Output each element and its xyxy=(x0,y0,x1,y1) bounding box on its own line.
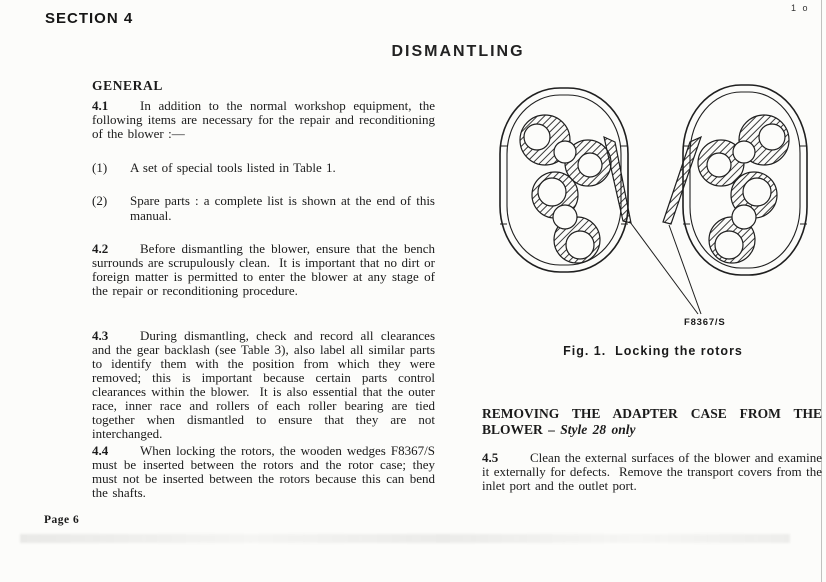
removing-adapter-heading xyxy=(482,406,822,438)
scan-bottom-artifact xyxy=(20,534,790,543)
paragraph-4-3 xyxy=(92,329,435,441)
paragraph-4-1 xyxy=(92,99,435,141)
paragraph-4-4 xyxy=(92,444,435,500)
page-title: DISMANTLING xyxy=(391,43,525,60)
list-marker: (1) xyxy=(92,160,108,175)
section-label: SECTION 4 xyxy=(45,10,134,27)
paragraph-number: 4.4 xyxy=(92,443,109,458)
paragraph-number: 4.2 xyxy=(92,241,109,256)
paragraph-text: When locking the rotors, the wooden wedges F8367/S must be inserted between the rotors and the rotor case; they must not be inserted between the rotors because this can bend the shafts. xyxy=(92,443,435,500)
heading-main-text: REMOVING THE ADAPTER CASE FROM THE BLOWER – xyxy=(482,406,822,437)
leader-line-right xyxy=(669,225,701,314)
figure-part-label: F8367/S xyxy=(684,317,726,328)
paragraph-number: 4.1 xyxy=(92,98,109,113)
figure-caption: Fig. 1. Locking the rotors xyxy=(563,344,743,358)
list-item-1 xyxy=(92,161,435,176)
wooden-wedge-right xyxy=(663,137,701,224)
list-item-2 xyxy=(92,194,435,223)
paragraph-text: Clean the external surfaces of the blower and examine it externally for defects. Remove the transport covers from the inlet port and the outlet port. xyxy=(482,450,822,493)
paragraph-4-2 xyxy=(92,242,435,298)
heading-style-note: Style 28 only xyxy=(560,422,636,437)
rotor-diagram xyxy=(480,78,826,318)
paragraph-text: In addition to the normal workshop equipment, the following items are necessary for the repair and reconditioning of the blower :— xyxy=(92,98,435,141)
figure-locking-rotors xyxy=(480,78,826,318)
list-text: A set of special tools listed in Table 1. xyxy=(130,160,336,175)
scan-corner-mark: 1 o xyxy=(791,3,810,13)
wooden-wedge-left xyxy=(604,137,631,223)
paragraph-number: 4.5 xyxy=(482,450,499,465)
paragraph-4-5 xyxy=(482,451,822,493)
paragraph-text: Before dismantling the blower, ensure that the bench surrounds are scrupulously clean. It is important that no dirt or foreign matter is permitted to enter the blower at any stage of the repair or reconditioning procedure. xyxy=(92,241,435,298)
page-number: Page 6 xyxy=(44,514,80,526)
list-marker: (2) xyxy=(92,193,108,208)
list-text: Spare parts : a complete list is shown at the end of this manual. xyxy=(130,193,435,223)
paragraph-number: 4.3 xyxy=(92,328,109,343)
general-heading: GENERAL xyxy=(92,78,163,93)
paragraph-text: During dismantling, check and record all clearances and the gear backlash (see Table 3), also label all similar parts to identify them with the position from which they were removed; this is important because certain parts control clearances within the blower. It is also essential that the outer race, inner race and rollers of each roller bearing are tied together when dismantled to ensure that they are not interchanged. xyxy=(92,328,435,441)
